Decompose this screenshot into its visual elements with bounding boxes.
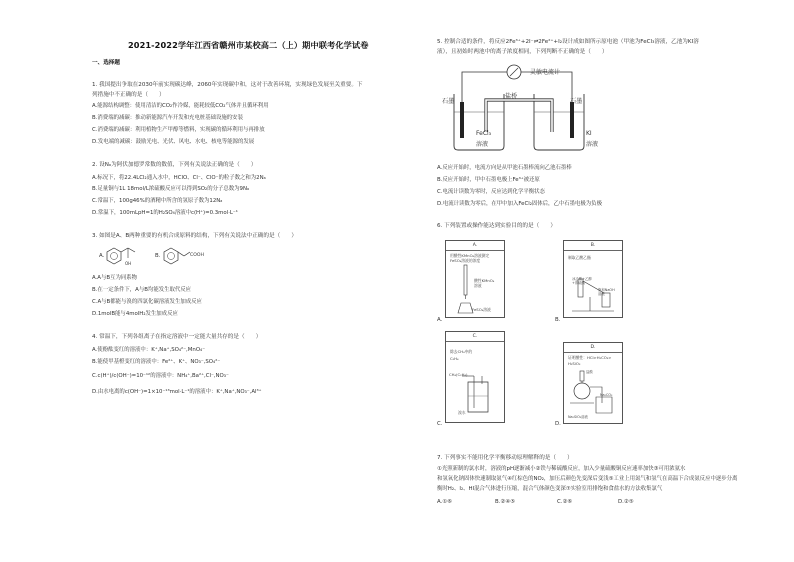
q5-option-a[interactable]: A.反应开始时，电流方向是从甲池石墨棒流向乙池石墨棒 <box>437 165 572 171</box>
q3-option-c[interactable]: C.A与B都能与溴的四氯化碳溶液发生加成反应 <box>92 299 202 305</box>
q6-box-c-note1: 除去CH₄中的 <box>450 349 473 354</box>
q6-box-b[interactable] <box>563 240 623 318</box>
q4-option-c[interactable]: C.c(H⁺)/c(OH⁻)=10⁻¹²的溶液中：NH₄⁺,Ba²⁺,Cl⁻,NO₃⁻ <box>92 373 229 379</box>
q2-option-d[interactable]: D.常温下，100mLpH=1的H₂SO₄溶液中c(H⁺)=0.3mol·L⁻¹ <box>92 210 238 216</box>
q5-label-fecl3: FeCl₃ <box>476 130 492 137</box>
q5-label-fecl3-solution: 溶液 <box>476 141 489 148</box>
q6-box-b-head: B. <box>564 241 622 251</box>
q2-stem: 2. 设Nₐ为阿伏加德罗常数的数值，下列有关说法正确的是（ ） <box>92 162 257 168</box>
q7-option-d[interactable]: D.②⑤ <box>618 499 634 505</box>
q7-text-line1: ①光照新制的氯水时，溶液的pH逐渐减小②铁与稀硫酸反应，加入少量硫酸铜反应速率加快③可用浓氨水 <box>437 466 686 472</box>
q7-option-c[interactable]: C.②⑥ <box>557 499 573 505</box>
q6-box-d-label1: 盐酸 <box>586 370 593 374</box>
q1-option-b[interactable]: B.消费端的减碳：推动新能源汽车开发和充电桩基础设施的安装 <box>92 115 243 121</box>
q6-box-a-head: A. <box>446 241 504 251</box>
q6-box-d-label2: Na₂CO₃ <box>600 393 613 397</box>
q6-box-d-head: D. <box>564 343 622 353</box>
q1-stem-line2: 列措施中不正确的是（ ） <box>92 92 165 98</box>
q6-box-c-label1: CH₄(C₂H₄) <box>449 372 468 377</box>
q3-struct-a-oh: OH <box>125 261 132 266</box>
q6-box-b-label3: 饱和NaOH <box>598 288 615 292</box>
q6-option-a-letter[interactable]: A. <box>437 317 443 323</box>
q5-label-graphite-left: 石墨 <box>442 98 455 105</box>
q6-box-b-label2: +浓硫酸 <box>572 281 586 285</box>
q6-box-b-label4: 溶液 <box>598 292 605 296</box>
q6-box-c-label2: 溴水 <box>458 410 466 415</box>
section-heading: 一、选择题 <box>92 60 120 66</box>
q5-stem-line1: 5. 控制合适的条件，将反应2Fe³⁺+2I⁻⇌2Fe²⁺+I₂设计成如图所示原电池（甲池为FeCl₃溶液，乙池为KI溶 <box>437 39 699 45</box>
q3-struct-b-label: B. <box>155 253 161 259</box>
q3-stem: 3. 如图是A、B两种重要的有机合成原料的结构，下列有关说法中正确的是（ ） <box>92 233 297 239</box>
q3-option-a[interactable]: A.A与B互为同系物 <box>92 275 138 281</box>
q3-option-d[interactable]: D.1molB能与4molH₂发生加成反应 <box>92 311 178 317</box>
q6-box-a-note1: 用酸性KMnO₄溶液测定 <box>450 253 490 258</box>
q1-stem-line1: 1. 我国提出争取在2030年前实现碳达峰，2060年实现碳中和，这对于改善环境，实现绿色发展至关重要。下 <box>92 82 363 88</box>
q4-option-b[interactable]: B.能使甲基橙变红的溶液中：Fe²⁺、K⁺、NO₃⁻,SO₄²⁻ <box>92 359 221 365</box>
q6-option-d-letter[interactable]: D. <box>555 421 561 427</box>
q6-box-c-head: C. <box>446 332 504 342</box>
q4-stem: 4. 常温下，下列各组离子在指定溶液中一定能大量共存的是（ ） <box>92 334 262 340</box>
q5-label-salt-bridge: 盐桥 <box>505 93 518 100</box>
q5-label-graphite-right: 石墨 <box>570 98 583 105</box>
q6-box-d-note1: 证明酸性：HCl>H₂CO₃> <box>568 355 612 360</box>
q6-stem: 6. 下列装置或操作能达到实验目的的是（ ） <box>437 223 556 229</box>
q3-struct-a-label: A. <box>99 253 105 259</box>
q6-box-d-label3: Na₂SiO₃溶液 <box>568 415 588 419</box>
q7-text-line2: 和氢氧化钠固体快速制取氨气④红棕色的NO₂，加压后颜色先变深后变浅⑤工业上用氮气和氢气在高温下合成氨反应中逐步分离 <box>437 476 738 482</box>
q7-text-line3: 衡时H₂、I₂、HI混合气体进行压缩，混合气体颜色变深⑦实验室用排饱和食盐水的方法收集氯气 <box>437 486 663 492</box>
q6-box-d[interactable] <box>563 342 623 424</box>
q5-option-c[interactable]: C.电流计读数为零时，反应达到化学平衡状态 <box>437 189 545 195</box>
q6-box-a-label2: 溶液 <box>474 283 482 288</box>
q3-option-b[interactable]: B.在一定条件下，A与B均能发生取代反应 <box>92 287 192 293</box>
q6-box-c[interactable] <box>445 331 505 423</box>
q7-stem: 7. 下列事实不能用化学平衡移动原理解释的是（ ） <box>437 455 573 461</box>
q7-option-a[interactable]: A.①⑥ <box>437 499 452 505</box>
q2-option-c[interactable]: C.常温下，100g46%的酒精中所含的氢原子数为12Nₐ <box>92 198 223 204</box>
q6-box-d-note2: H₂SiO₃ <box>568 361 581 366</box>
q6-box-a-note2: FeSO₄溶液的浓度 <box>450 258 481 263</box>
q1-option-d[interactable]: D.发电端的减碳：鼓励光电、光伏、风电、水电、核电等能源的发展 <box>92 139 255 145</box>
q7-option-b[interactable]: B.②④⑤ <box>495 499 515 505</box>
galvanic-cell-diagram <box>440 62 600 162</box>
q6-box-c-note2: C₂H₄ <box>450 356 459 361</box>
q6-option-b-letter[interactable]: B. <box>555 317 561 323</box>
q5-label-ki-solution: 溶液 <box>586 141 599 148</box>
q6-option-c-letter[interactable]: C. <box>437 421 443 427</box>
q5-label-galvanometer: 灵敏电流计 <box>530 69 561 76</box>
q6-box-a[interactable] <box>445 240 505 318</box>
q6-box-b-note1: 制取乙酸乙酯 <box>568 255 591 260</box>
q5-option-b[interactable]: B.反应开始时，甲中石墨电极上Fe³⁺被还原 <box>437 177 540 183</box>
q1-option-c[interactable]: C.消费端的减碳：利用植物生产甲醇等燃料，实现碳的循环利用与再排放 <box>92 127 265 133</box>
q2-option-a[interactable]: A.标况下，将22.4LCl₂通入水中，HClO、Cl⁻、ClO⁻的粒子数之和为2Nₐ <box>92 175 266 181</box>
q5-option-d[interactable]: D.电流计读数为零后，在甲中加入FeCl₂固体后，乙中石墨电极为负极 <box>437 201 602 207</box>
q3-struct-b-cooh: COOH <box>190 253 204 258</box>
page-title: 2021-2022学年江西省赣州市某校高二（上）期中联考化学试卷 <box>128 40 369 50</box>
q6-box-a-label3: FeSO₄溶液 <box>472 307 491 312</box>
q6-box-a-label1: 酸性KMnO₄ <box>474 278 495 283</box>
q4-option-d[interactable]: D.由水电离的c(OH⁻)=1×10⁻¹³mol·L⁻¹的溶液中：K⁺,Na⁺,NO₃⁻,Al³⁺ <box>92 389 262 395</box>
q4-option-a[interactable]: A.使酚酞变红的溶液中：K⁺,Na⁺,SO₄²⁻,MnO₄⁻ <box>92 347 206 353</box>
q6-box-b-label1: 冰乙酸+乙醇 <box>572 277 592 281</box>
q2-option-b[interactable]: B.足量铜与1L 18mol/L浓硫酸反应可以得到SO₂的分子总数为9Nₐ <box>92 186 250 192</box>
q1-option-a[interactable]: A.能源结构调整：使用清洁的CO₂作冷媒，能耗较低CO₂气体并且循环利用 <box>92 103 269 109</box>
q5-stem-line2: 液），且初始时两池中的离子浓度相同，下列判断不正确的是（ ） <box>437 49 608 55</box>
q5-label-ki: KI <box>586 130 592 137</box>
